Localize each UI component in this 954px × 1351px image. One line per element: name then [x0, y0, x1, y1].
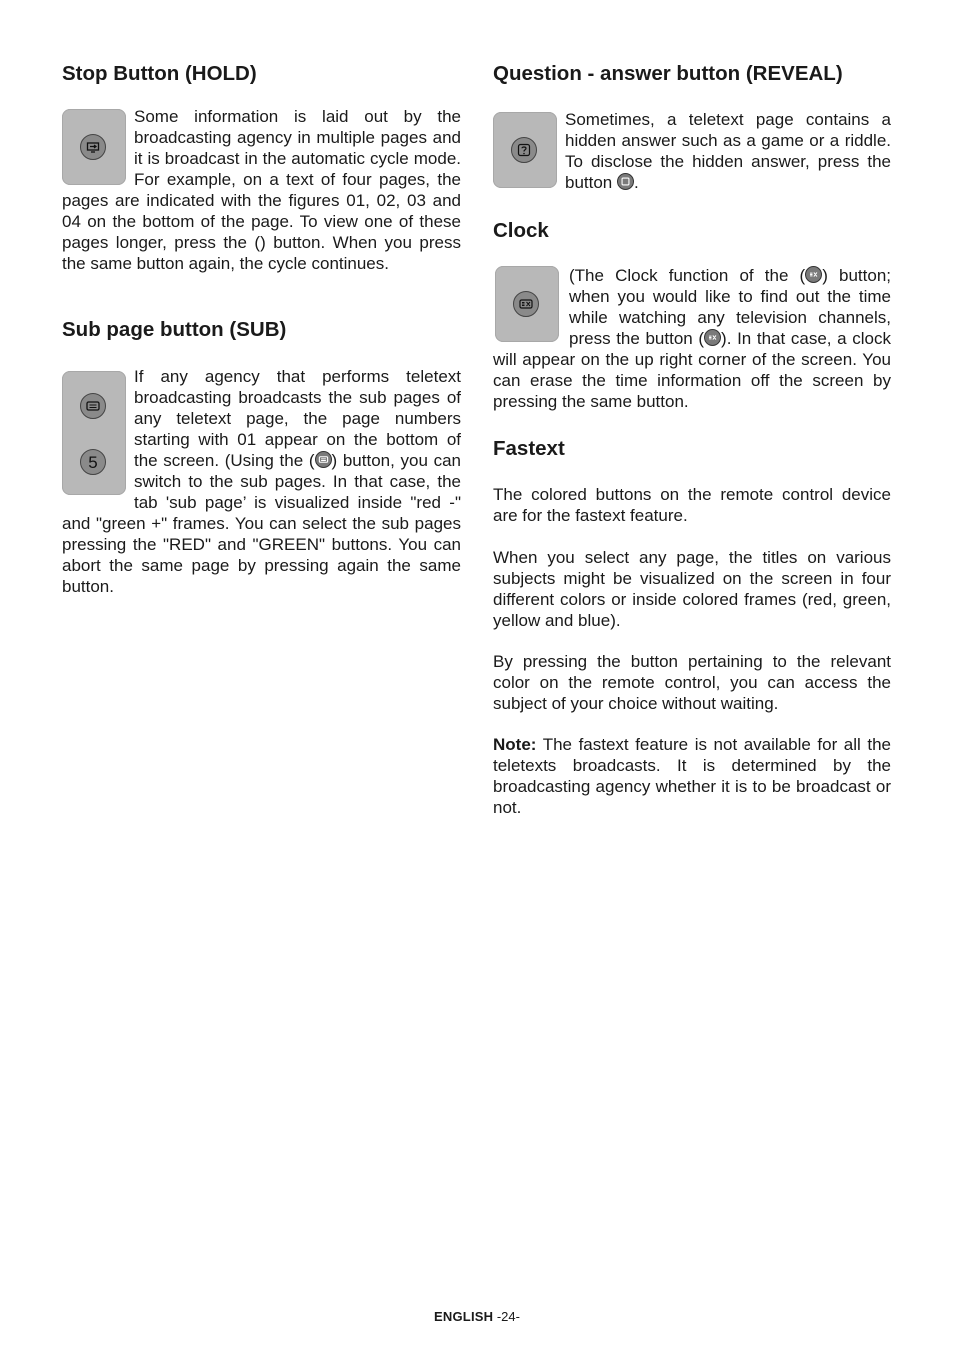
page-footer: [0, 1309, 954, 1325]
stop-button-heading: Stop Button (HOLD): [62, 62, 257, 85]
reveal-text-before: Sometimes, a teletext page contains a hidden answer such as a game or a riddle. To disclose the hidden answer, press the button: [565, 110, 891, 192]
sub-page-button-icon: [80, 393, 106, 419]
reveal-text-after: .: [634, 173, 639, 192]
clock-inline-icon-1: [805, 266, 822, 283]
fastext-heading: Fastext: [493, 437, 565, 460]
clock-button-icon: [513, 291, 539, 317]
stop-button-icon-box: [62, 109, 126, 185]
footer-language: ENGLISH: [434, 1309, 494, 1324]
clock-section: [493, 265, 891, 412]
reveal-inline-icon: [617, 173, 634, 190]
stop-button-section: [62, 106, 461, 274]
sub-page-heading: Sub page button (SUB): [62, 318, 287, 341]
sub-page-text-after: ) button, you can switch to the sub pages. In that case, the tab 'sub page’ is visualized inside "red -" and "green +" frames. You can select the sub pages pressing the "RED" and "GREEN" buttons. You can abort the same page by pressing again the same button.: [62, 451, 461, 596]
clock-text-c: ). In that case, a clock will appear on the up right corner of the screen. You can erase the time information off the screen by pressing the same button.: [493, 329, 891, 411]
clock-inline-icon-2: [704, 329, 721, 346]
fastext-para-2: When you select any page, the titles on various subjects might be visualized on the screen in four different colors or inside colored frames (red, green, yellow and blue).: [493, 548, 891, 630]
sub-page-icon-box: [62, 371, 126, 495]
sub-page-section: [62, 366, 461, 597]
note-text: The fastext feature is not available for all the teletexts broadcasts. It is determined by the broadcasting agency whether it is to be broadcast or not.: [493, 735, 891, 817]
digit-five-button: 5: [80, 449, 106, 475]
fastext-para-3: By pressing the button pertaining to the relevant color on the remote control, you can access the subject of your choice without waiting.: [493, 652, 891, 713]
clock-text-b: ) button; when you would like to find out the time while watching any television channels, press the button (: [569, 266, 891, 348]
clock-text-a: (The Clock function of the (: [569, 266, 806, 285]
reveal-button-icon: [511, 137, 537, 163]
stop-button-text: Some information is laid out by the broadcasting agency in multiple pages and it is broadcast in the automatic cycle mode. For example, on a text of four pages, the pages are indicated with the figures 01, 02, 03 and 04 on the bottom of the page. To view one of these pages longer, press the () button. When you press the same button again, the cycle continues.: [62, 107, 461, 273]
clock-icon-box: [495, 266, 559, 342]
note-label: Note:: [493, 735, 537, 754]
sub-page-inline-icon: [315, 451, 332, 468]
footer-page-number: -24-: [496, 1309, 520, 1324]
hold-button-icon: [80, 134, 106, 160]
reveal-icon-box: [493, 112, 557, 188]
fastext-note: [493, 734, 891, 818]
clock-heading: Clock: [493, 219, 549, 242]
reveal-heading: Question - answer button (REVEAL): [493, 62, 843, 85]
sub-page-text-before: If any agency that performs teletext broadcasting broadcasts the sub pages of any teletext page, the page numbers starting with 01 appear on the bottom of the screen. (Using the (: [134, 367, 461, 470]
reveal-section: [493, 109, 891, 193]
fastext-para-1: The colored buttons on the remote control device are for the fastext feature.: [493, 485, 891, 525]
